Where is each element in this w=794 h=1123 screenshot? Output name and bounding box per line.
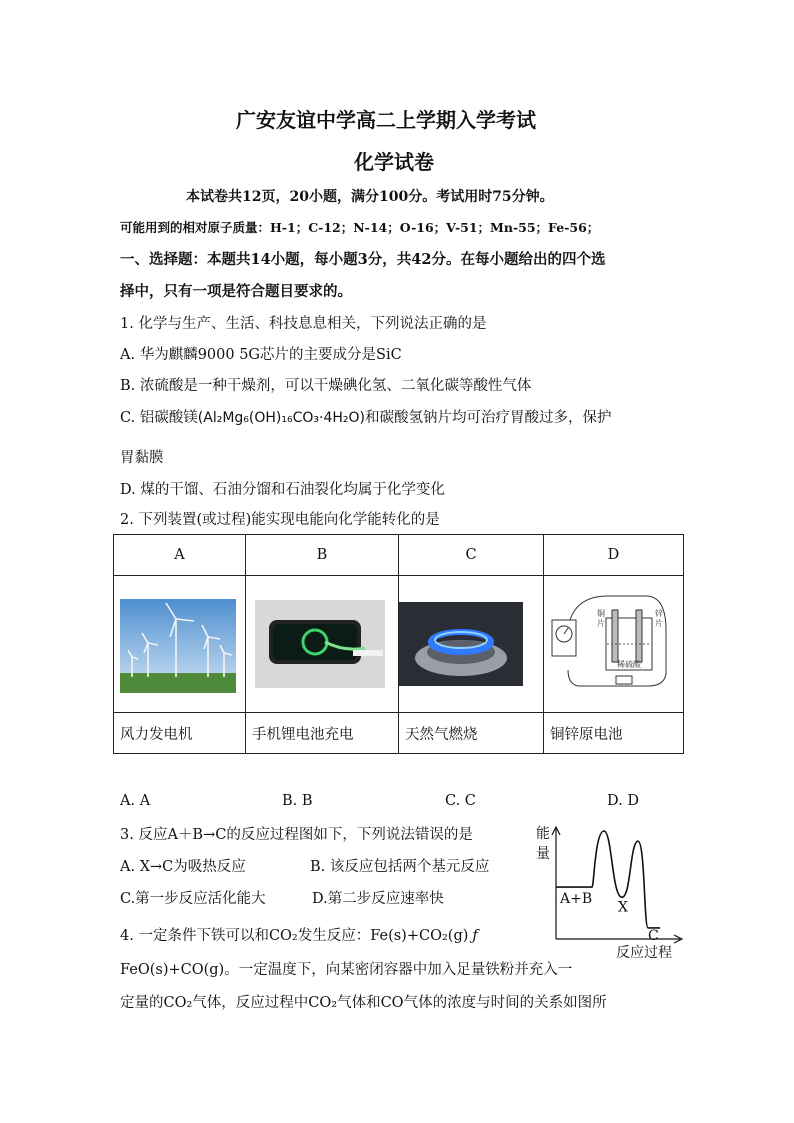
q2-stem: 2. 下列装置(或过程)能实现电能向化学能转化的是: [120, 512, 440, 528]
caption-c: 天然气燃烧: [399, 713, 544, 754]
wind-turbine-image: [114, 576, 246, 713]
q2-choice-b: B. B: [282, 793, 313, 809]
q3-option-b: B. 该反应包括两个基元反应: [310, 859, 490, 875]
svg-text:锌: 锌: [655, 609, 663, 618]
label-product: C: [648, 927, 659, 944]
caption-a: 风力发电机: [114, 713, 246, 754]
q1-option-a: A. 华为麒麟9000 5G芯片的主要成分是SiC: [120, 347, 402, 363]
q1-option-c: [120, 406, 612, 427]
q1-option-d: D. 煤的干馏、石油分馏和石油裂化均属于化学变化: [120, 482, 445, 498]
atomic-masses: 可能用到的相对原子质量：H-1；C-12；N-14；O-16；V-51；Mn-55；Fe-56；: [120, 220, 600, 235]
svg-text:片: 片: [655, 619, 663, 628]
q2-choice-a: A. A: [120, 793, 151, 809]
q2-options-table: [113, 534, 684, 754]
col-header-c: C: [399, 535, 544, 576]
label-intermediate: X: [618, 899, 628, 916]
reversible-arrow-icon: ƒ: [472, 928, 478, 944]
q1-option-c-suffix: 和碳酸氢钠片均可治疗胃酸过多，保护: [365, 410, 612, 426]
col-header-b: B: [246, 535, 399, 576]
x-axis-label: 反应过程: [616, 945, 672, 961]
section-heading-line1: 一、选择题：本题共14小题，每小题3分，共42分。在每小题给出的四个选: [120, 251, 606, 268]
cu-zn-cell-image: [544, 576, 684, 713]
exam-info: 本试卷共12页，20小题，满分100分。考试用时75分钟。: [186, 189, 554, 205]
q3-stem: 3. 反应A＋B→C的反应过程图如下，下列说法错误的是: [120, 827, 473, 843]
label-reactants: A+B: [560, 891, 593, 908]
energy-curve: [556, 831, 660, 928]
gas-burner-image: [399, 576, 544, 713]
q1-option-c-cont: 胃黏膜: [120, 450, 164, 466]
q3-option-d: D.第二步反应速率快: [312, 891, 444, 907]
svg-text:稀硫酸: 稀硫酸: [617, 660, 641, 669]
q3-option-c: C.第一步反应活化能大: [120, 891, 266, 907]
q2-choice-d: D. D: [607, 793, 639, 809]
q4-line1: 4. 一定条件下铁可以和CO₂发生反应：Fe(s)+CO₂(g) ƒ: [120, 928, 478, 944]
q2-choice-c: C. C: [445, 793, 476, 809]
energy-profile-chart: [530, 815, 690, 965]
caption-d: 铜锌原电池: [544, 713, 684, 754]
col-header-d: D: [544, 535, 684, 576]
svg-text:铜: 铜: [597, 609, 605, 618]
q3-option-a: A. X→C为吸热反应: [120, 859, 246, 875]
paper-subtitle: 化学试卷: [354, 150, 434, 174]
q1-formula: (Al₂Mg₆(OH)₁₆CO₃·4H₂O): [197, 410, 366, 426]
q1-option-c-prefix: C. 铝碳酸镁: [120, 410, 198, 426]
q1-stem: 1. 化学与生产、生活、科技息息相关，下列说法正确的是: [120, 316, 487, 332]
phone-charging-image: [246, 576, 399, 713]
q4-line3: 定量的CO₂气体，反应过程中CO₂气体和CO气体的浓度与时间的关系如图所: [120, 995, 607, 1011]
y-axis-label-line1: 能: [536, 826, 550, 842]
q4-line2: FeO(s)+CO(g)。一定温度下，向某密闭容器中加入足量铁粉并充入一: [120, 962, 573, 978]
caption-b: 手机锂电池充电: [246, 713, 399, 754]
y-axis-label-line2: 量: [536, 846, 550, 862]
section-heading-line2: 择中，只有一项是符合题目要求的。: [120, 283, 352, 300]
q1-option-b: B. 浓硫酸是一种干燥剂，可以干燥碘化氢、二氧化碳等酸性气体: [120, 378, 532, 394]
exam-title: 广安友谊中学高二上学期入学考试: [236, 108, 536, 132]
col-header-a: A: [114, 535, 246, 576]
svg-text:片: 片: [597, 619, 605, 628]
